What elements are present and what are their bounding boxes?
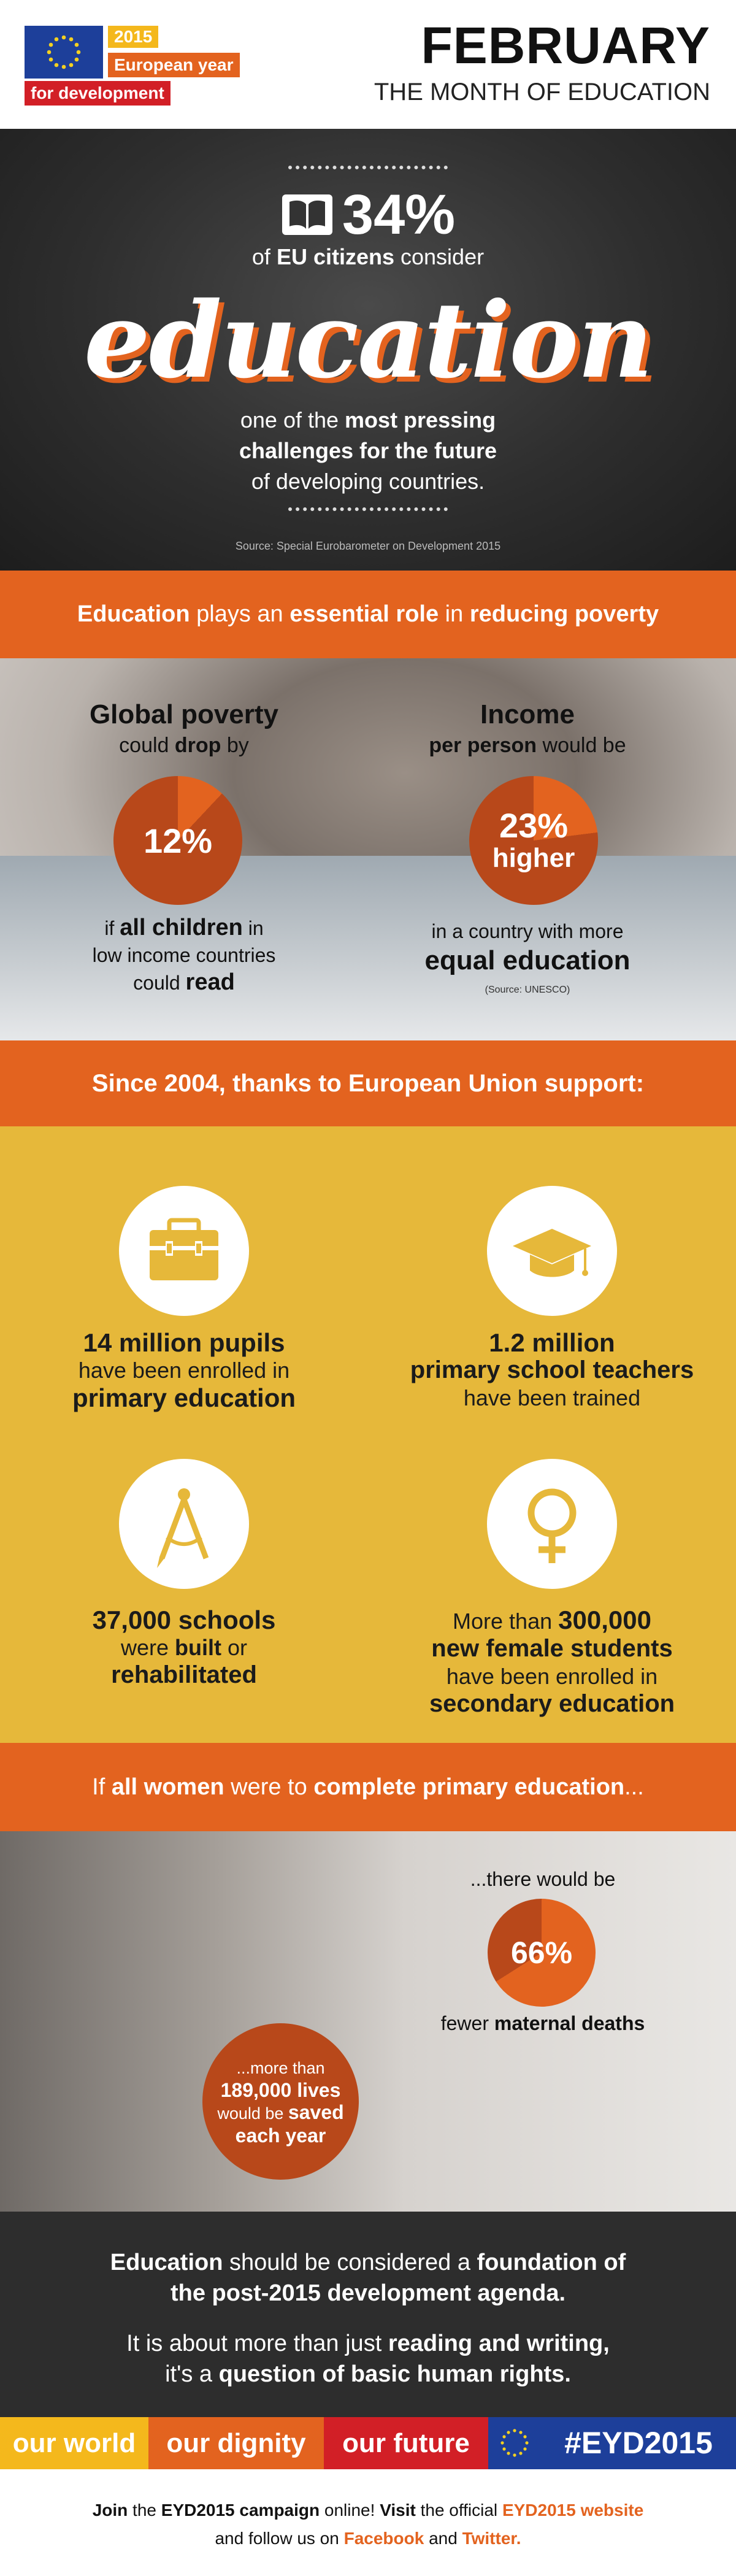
band-eu-support: Since 2004, thanks to European Union support: [0,1040,736,1126]
footer [0,2469,736,2576]
chalk-text: consider [401,244,485,269]
chalk-text: of developing countries. [251,469,485,494]
maternal-intro: ...there would be [470,1868,616,1890]
chalkboard-section [0,129,736,571]
lives-saved-badge [202,2023,359,2180]
maternal-pie-chart [488,1899,596,2007]
stat-text: or [221,1635,248,1660]
footer-text: Visit [380,2501,416,2520]
band-text: in [439,601,470,627]
stat-pupils-bold: primary education [72,1383,296,1412]
lives-line4: each year [235,2124,326,2147]
band-text: plays an [190,601,290,627]
footer-facebook-link[interactable]: Facebook [343,2529,424,2548]
band-text: ... [624,1774,644,1800]
stat-pupils-value: 14 million pupils [83,1328,285,1357]
income-pct-word: higher [492,843,575,873]
income-pct-label: 23% [499,806,569,845]
stat-text: would be [217,2104,288,2123]
message-text: question of basic human rights. [218,2361,571,2387]
poverty-stat-block [55,699,313,758]
income-after-line2: equal education [424,945,631,975]
eu-flag-icon [488,2417,541,2469]
stat-teachers-bold: primary school teachers [410,1356,694,1383]
footer-text: and follow us on [215,2529,344,2548]
band-text: If [92,1774,112,1800]
band-text: were to [224,1774,314,1800]
slogan-our-future: our future [324,2417,488,2469]
band-poverty-role [0,571,736,658]
stat-female-text: have been enrolled in [446,1664,658,1689]
income-after-line1: in a country with more [431,920,624,942]
dotted-divider-bottom [288,507,448,511]
message-text: the post-2015 development agenda. [170,2280,566,2306]
footer-text: and [424,2529,462,2548]
development-tag: for development [25,81,171,106]
graduation-cap-circle [487,1186,617,1316]
poverty-after-line2: low income countries [92,944,276,966]
lives-line2: 189,000 lives [220,2078,341,2101]
stat-bold-text: 300,000 [558,1605,651,1634]
chalk-bold-text: most pressing [345,407,496,433]
income-subtitle [393,734,662,758]
poverty-pie-chart [113,776,242,905]
chalk-bold-text: challenges for the future [239,438,497,463]
band-text: reducing poverty [469,601,659,627]
stat-bold-text: read [185,969,235,995]
footer-twitter-link[interactable]: Twitter. [462,2529,521,2548]
message-text: should be considered a [223,2250,477,2275]
briefcase-circle [119,1186,249,1316]
stat-schools-bold: rehabilitated [111,1661,257,1688]
lives-line1: ...more than [236,2058,325,2077]
stat-female-line1 [399,1606,705,1635]
stat-text: were [120,1635,175,1660]
poverty-title: Global poverty [89,699,279,729]
stat-pupils-text: have been enrolled in [78,1358,290,1383]
chalk-text: of [251,244,270,269]
header [0,0,736,129]
month-title: FEBRUARY [421,17,710,74]
maternal-pct-label: 66% [510,1936,573,1970]
footer-text: the official [415,2501,502,2520]
footer-text: online! [320,2501,380,2520]
slogan-our-dignity: our dignity [148,2417,324,2469]
band-text: complete primary education [313,1774,625,1800]
graduation-cap-icon [487,1186,617,1316]
year-tag: 2015 [108,26,158,48]
stat-bold-text: maternal deaths [494,2012,645,2034]
footer-text: the [128,2501,161,2520]
stat-pupils [31,1329,337,1412]
eu-support-stats [0,1126,736,1743]
european-year-tag: European year [108,53,240,77]
income-source: (Source: UNESCO) [485,985,570,995]
chalk-bold-text: EU citizens [276,244,394,269]
footer-text: Join [92,2501,128,2520]
closing-line-2 [0,2328,736,2390]
income-after-text [393,920,662,996]
stat-bold-text: all children [120,915,243,940]
stat-bold-text: saved [288,2101,344,2123]
compass-icon [119,1459,249,1589]
stat-female-students [399,1606,705,1718]
band-text: all women [111,1774,224,1800]
band-text: Education [77,601,190,627]
chalk-line-2 [0,405,736,497]
footer-line-2 [0,2524,736,2553]
message-text: Education [110,2250,223,2275]
footer-website-link[interactable]: EYD2015 website [502,2501,644,2520]
poverty-pct-label: 12% [143,821,213,860]
education-pct-value: 34% [342,183,456,246]
stat-bold-text: drop [174,734,221,757]
poverty-after-line3 [55,969,313,996]
stat-text: in [242,917,264,939]
maternal-after-text [399,2012,687,2035]
chalk-text: one of the [240,407,339,433]
stat-bold-text: per person [429,734,537,757]
chalk-line-1 [0,244,736,270]
dotted-divider-top [288,166,448,169]
slogan-our-world: our world [0,2417,148,2469]
footer-campaign-link[interactable]: EYD2015 campaign [161,2501,320,2520]
poverty-subtitle [55,734,313,758]
female-symbol-icon [487,1459,617,1589]
message-text: foundation of [477,2250,626,2275]
message-text: It is about more than just [126,2331,388,2356]
poverty-after-text [55,914,313,996]
stat-teachers-text: have been trained [463,1385,641,1410]
footer-line-1 [0,2496,736,2524]
stat-female-bold-2: secondary education [429,1690,675,1717]
band-women-education [0,1743,736,1831]
lives-line3 [217,2101,343,2124]
stat-text: fewer [440,2012,494,2034]
stat-teachers-value: 1.2 million [489,1328,615,1357]
stat-text: could [119,734,175,757]
closing-line-1 [0,2247,736,2309]
message-text: reading and writing, [388,2331,610,2356]
month-subtitle: THE MONTH OF EDUCATION [374,79,710,106]
education-headline: education [83,279,653,402]
message-text: it's a [165,2361,219,2387]
income-pie-chart [469,776,598,905]
band-text: essential role [289,601,439,627]
briefcase-icon [119,1186,249,1316]
stat-text: could [133,972,186,994]
stat-schools-line2 [31,1634,337,1661]
stat-schools-value: 37,000 schools [92,1605,276,1634]
closing-message [0,2212,736,2417]
income-stat-block [393,699,662,758]
stat-female-bold: new female students [431,1635,673,1662]
stat-text: More than [453,1609,559,1634]
book-icon [281,185,334,228]
stat-bold-text: built [175,1635,221,1660]
stat-text: would be [537,734,626,757]
stat-teachers [399,1329,705,1412]
female-symbol-circle [487,1459,617,1589]
hashtag-link[interactable]: #EYD2015 [541,2417,736,2469]
stat-text: if [104,917,120,939]
chalkboard-source: Source: Special Eurobarometer on Development 2015 [235,540,501,552]
stat-schools [31,1606,337,1689]
eu-flag-icon [25,26,103,79]
stat-text: by [221,734,249,757]
poverty-after-line1 [55,914,313,942]
compass-circle [119,1459,249,1589]
education-pct-stat [0,183,736,247]
slogan-strip [0,2417,736,2469]
income-title: Income [480,699,575,729]
